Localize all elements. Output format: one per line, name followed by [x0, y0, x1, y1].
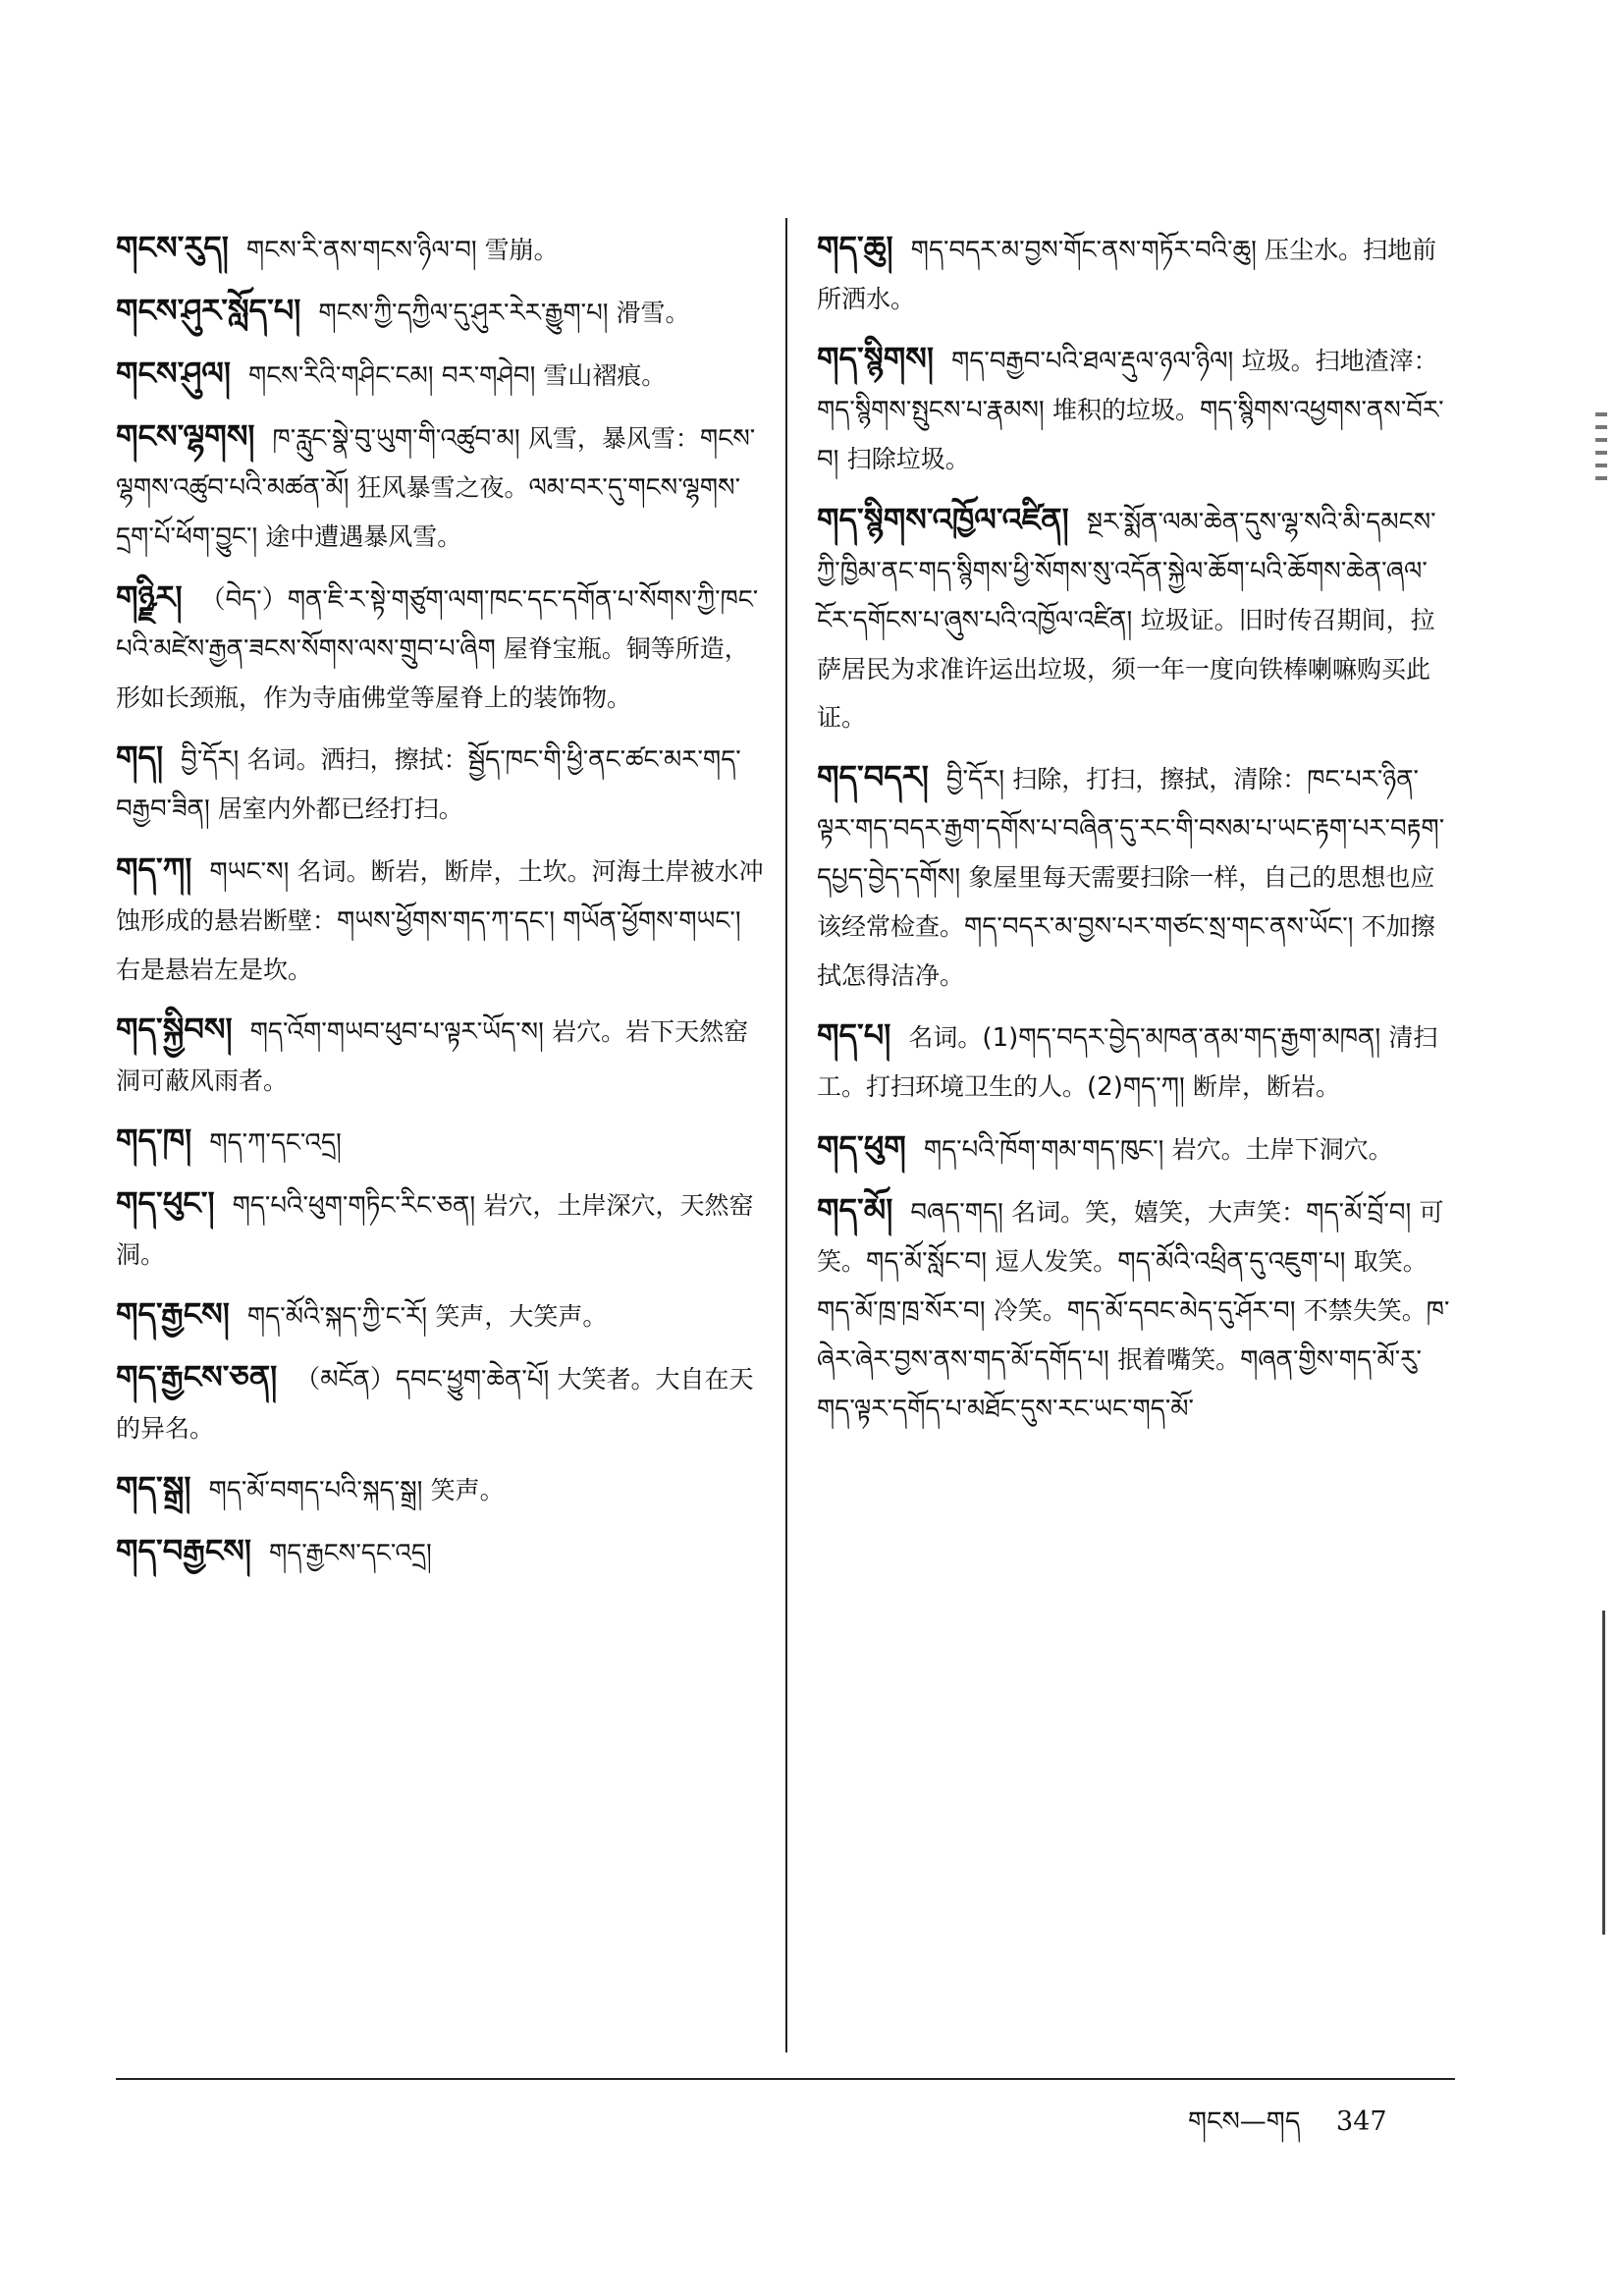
entry-headword: གད་པ།	[817, 1016, 891, 1054]
dictionary-entry	[116, 224, 764, 275]
example-tibetan: (2)གད་ཀ།	[1087, 1072, 1194, 1102]
entry-tibetan-definition: གད་རྒྱངས་དང་འདྲ།	[268, 1539, 432, 1568]
entry-chinese-definition: 笑声，大笑声。	[435, 1302, 608, 1331]
entry-headword: གད་ཕུང་།	[116, 1184, 215, 1222]
entry-chinese-definition: 名词。笑，嬉笑，大声笑：	[1011, 1198, 1307, 1227]
example-tibetan: ཁ་ཞེར་ཞེར་བྱས་ནས་གད་མོ་དགོད་པ།	[817, 1296, 1450, 1375]
entry-chinese-definition: 名词。洒扫，擦拭：	[246, 745, 468, 774]
entry-tibetan-definition: གངས་རིའི་གཤིང་ངམ། བར་གཤེབ།	[248, 361, 536, 391]
entry-tibetan-definition: ཁ་རླུང་སྣེ་བུ་ཡུག་གི་འཚུབ་མ།	[272, 424, 528, 454]
dictionary-entry	[116, 1179, 764, 1279]
entry-headword: གད་བདར།	[817, 758, 929, 795]
dictionary-entry	[817, 1186, 1455, 1434]
entry-tibetan-definition: གད་པའི་ཕུག་གཏིང་རིང་ཅན།	[232, 1191, 484, 1221]
page-footer	[1188, 2092, 1482, 2166]
entry-chinese-definition: 雪崩。	[484, 236, 559, 264]
entry-headword: གད་སྙིགས་འཁྱོལ་འཛིན།	[817, 501, 1069, 538]
example-chinese: 清扫工。打扫环境卫生的人。	[817, 1023, 1438, 1101]
entry-tibetan-definition: （བེད་）གན་ཇི་ར་སྟེ་གཙུག་ལག་ཁང་དང་དགོན་པ་སོགས་ཀྱི་ཁང་པའི་མཛེས་རྒྱན་ཟངས་སོགས་ལས་གྲུབ་པ་ཞིག	[116, 585, 759, 664]
dictionary-entry	[116, 846, 764, 994]
entry-chinese-definition: 岩穴。土岸下洞穴。	[1171, 1135, 1393, 1164]
running-head: གངས—གད	[1188, 2106, 1301, 2137]
entry-chinese-definition: 扫除，打扫，擦拭，清除：	[1012, 765, 1308, 793]
entry-chinese-definition: 岩穴。岩下天然窑洞可蔽风雨者。	[116, 1017, 749, 1095]
right-column	[817, 224, 1455, 1446]
entry-chinese-definition: 垃圾。扫地渣滓：	[1241, 347, 1438, 375]
entry-headword: གངས་རུད།	[116, 229, 229, 266]
example-tibetan: གད་སྙིགས་སྤུངས་པ་རྣམས།	[817, 396, 1052, 425]
entry-chinese-definition: 风雪，暴风雪：	[527, 424, 700, 453]
entry-chinese-definition: 岩穴，土岸深穴，天然窑洞。	[116, 1191, 754, 1269]
dictionary-entry	[817, 224, 1455, 323]
entry-tibetan-definition: བཞད་གད།	[910, 1198, 1012, 1228]
entry-tibetan-definition: བྱི་དོར།	[945, 765, 1013, 794]
dictionary-entry	[116, 350, 764, 401]
dictionary-entry	[116, 1290, 764, 1341]
example-tibetan: གཞན་གྱིས་གད་མོ་རུ་གད་ལྟར་དགོད་པ་མཐོང་དུས་རང་ཡང་གད་མོ་	[817, 1345, 1422, 1424]
example-chinese: 取笑。	[1353, 1247, 1428, 1276]
entry-headword: གད་སྙིགས།	[817, 340, 935, 377]
dictionary-entry	[116, 1006, 764, 1105]
entry-headword: གད་ཕུག	[817, 1128, 906, 1166]
entry-chinese-definition: 屋脊宝瓶。铜等所造，形如长颈瓶，作为寺庙佛堂等屋脊上的装饰物。	[116, 634, 749, 712]
entry-headword: གད་ཀ།	[116, 850, 192, 888]
footer-rule	[116, 2078, 1455, 2080]
dictionary-entry	[116, 1527, 764, 1578]
entry-tibetan-definition: གད་བརྒྱབ་པའི་ཐལ་རྡུལ་ཉལ་ཉིལ།	[951, 347, 1242, 376]
example-chinese: 不加擦拭怎得洁净。	[817, 912, 1435, 990]
entry-chinese-definition: 压尘水。扫地前所洒水。	[817, 236, 1437, 313]
example-tibetan: གད་མོ་ཁྲ་ཁྲ་སོར་བ།	[817, 1296, 994, 1326]
example-chinese: 不禁失笑。	[1303, 1296, 1427, 1325]
entry-tibetan-definition: གངས་རི་ནས་གངས་ཉིལ་བ།	[245, 236, 477, 265]
dictionary-entry	[116, 287, 764, 338]
dictionary-entry	[817, 496, 1455, 741]
entry-tibetan-definition: གད་ཀ་དང་འདྲ།	[209, 1128, 342, 1158]
entry-chinese-definition: 滑雪。	[616, 299, 690, 327]
entry-headword: གད།	[116, 738, 164, 776]
entry-headword: གཉྫིར།	[116, 578, 183, 616]
entry-chinese-definition: 笑声。	[430, 1476, 505, 1504]
example-tibetan: (1)གད་བདར་བྱེད་མཁན་ནམ་གད་རྒྱག་མཁན།	[982, 1023, 1389, 1053]
example-tibetan: གད་མོའི་འཕྲིན་དུ་འཇུག་པ།	[1117, 1247, 1354, 1277]
entry-chinese-definition: 名词。	[908, 1023, 983, 1052]
entry-tibetan-definition: གངས་ཀྱི་དཀྱིལ་དུ་ཤུར་རེར་རྒྱུག་པ།	[318, 299, 609, 328]
example-tibetan: གད་མོ་བྲོ་བ།	[1306, 1198, 1420, 1228]
entry-tibetan-definition: བྱི་དོར།	[181, 745, 247, 775]
dictionary-entry	[116, 1117, 764, 1168]
entry-headword: གད་སྒྲ།	[116, 1469, 191, 1506]
entry-headword: གད་རྒྱངས།	[116, 1295, 230, 1333]
entry-headword: གངས་ལྷགས།	[116, 417, 255, 455]
left-column	[116, 224, 764, 1590]
page-edge-line	[1602, 1611, 1605, 1935]
entry-headword: གད་སྐྱིབས།	[116, 1011, 233, 1048]
entry-tibetan-definition: གཡང་ས།	[209, 857, 297, 887]
example-tibetan: སྦྱོད་ཁང་གི་ཕྱི་ནང་ཚང་མར་གད་བརྒྱབ་ཟིན།	[116, 745, 741, 824]
dictionary-entry	[116, 734, 764, 834]
example-chinese: 逗人发笑。	[995, 1247, 1118, 1276]
example-chinese: 狂风暴雪之夜。	[356, 473, 529, 502]
dictionary-entry	[817, 753, 1455, 1000]
example-tibetan: ཁང་པར་ཉིན་ལྟར་གད་བདར་རྒྱག་དགོས་པ་བཞིན་དུ་རང་གི་བསམ་པ་ཡང་རྟག་པར་བརྟག་དཔྱད་བྱེད་དགོས།	[817, 765, 1445, 893]
example-chinese: 可笑。	[817, 1198, 1444, 1276]
entry-tibetan-definition: གད་མོ་བགད་པའི་སྐད་སྒྲ།	[208, 1476, 431, 1505]
entry-headword: གངས་ཤུལ།	[116, 355, 231, 392]
example-tibetan: གད་མོ་དབང་མེད་དུ་ཤོར་བ།	[1066, 1296, 1304, 1326]
entry-headword: གད་རྒྱངས་ཅན།	[116, 1358, 278, 1395]
dictionary-entry	[116, 412, 764, 562]
example-chinese: 右是悬岩左是坎。	[116, 956, 313, 984]
entry-headword: གངས་ཤུར་སློད་པ།	[116, 292, 301, 329]
dictionary-entry	[116, 1353, 764, 1452]
example-tibetan: ལམ་བར་དུ་གངས་ལྷགས་དྲག་པོ་ཕོག་བྱུང་།	[116, 473, 741, 552]
dictionary-entry	[116, 1464, 764, 1515]
example-chinese: 堆积的垃圾。	[1051, 396, 1200, 424]
example-tibetan: གད་སྙིགས་འཕྱགས་ནས་བོར་བ།	[817, 396, 1444, 474]
example-tibetan: གད་བདར་མ་བྱས་པར་གཙང་སྲ་གང་ནས་ཡོང་།	[964, 912, 1362, 942]
dictionary-entry	[817, 335, 1455, 484]
entry-tibetan-definition: （མངོན）དབང་ཕྱུག་ཆེན་པོ།	[295, 1365, 558, 1394]
page-number: 347	[1336, 2106, 1387, 2137]
example-tibetan: གད་མོ་སློང་བ།	[866, 1247, 996, 1277]
example-tibetan: གཡས་ཕྱོགས་གད་ཀ་དང་། གཡོན་ཕྱོགས་གཡང་།	[337, 906, 741, 936]
example-chinese: 居室内外都已经打扫。	[217, 794, 463, 823]
example-chinese: 途中遭遇暴风雪。	[265, 522, 462, 551]
entry-headword: གད་མོ།	[817, 1191, 893, 1229]
dictionary-entry	[116, 574, 764, 722]
column-divider	[785, 218, 787, 2052]
entry-chinese-definition: 雪山褶痕。	[543, 361, 667, 390]
entry-headword: གད་བརྒྱངས།	[116, 1532, 251, 1569]
entry-headword: གད་ཁ།	[116, 1121, 192, 1159]
entry-chinese-definition: 名词。断岩，断岸，土坎。河海土岸被水冲蚀形成的悬岩断壁：	[116, 857, 764, 935]
entry-tibetan-definition: གད་འོག་གཡབ་ཕུབ་པ་ལྟར་ཡོད་ས།	[249, 1017, 553, 1047]
dictionary-entry	[817, 1123, 1455, 1175]
example-chinese: 抿着嘴笑。	[1117, 1345, 1241, 1374]
example-tibetan: གངས་ལྷགས་འཚུབ་པའི་མཚན་མོ།	[116, 424, 756, 503]
entry-tibetan-definition: གད་མོའི་སྐད་ཀྱི་ང་རོ།	[246, 1302, 436, 1332]
entry-tibetan-definition: གད་པའི་ཁོག་གམ་གད་ཁུང་།	[923, 1135, 1172, 1165]
example-chinese: 断岸，断岩。	[1193, 1072, 1341, 1101]
entry-tibetan-definition: གད་བདར་མ་བྱས་གོང་ནས་གཏོར་བའི་ཆུ།	[910, 236, 1266, 265]
entry-chinese-definition: 大笑者。大自在天的异名。	[116, 1365, 754, 1443]
example-chinese: 象屋里每天需要扫除一样，自己的思想也应该经常检查。	[817, 863, 1435, 941]
margin-scan-marks	[1595, 412, 1607, 530]
example-chinese: 冷笑。	[993, 1296, 1067, 1325]
dictionary-entry	[817, 1011, 1455, 1112]
entry-headword: གད་ཆུ།	[817, 229, 893, 266]
entry-tibetan-definition: སྔར་སྨོན་ལམ་ཆེན་དུས་ལྷ་སའི་མི་དམངས་ཀྱི་ཁྱིམ་ནང་གད་སྙིགས་ཕྱི་སོགས་སུ་འདོན་སྐྱེལ་ཆོག་པའི་ཆོགས་ཆེན་ཞལ་ངོར་དགོངས་པ་ཞུས་པའི་འཁྱོལ་འཛིན།	[817, 508, 1436, 635]
example-chinese: 扫除垃圾。	[846, 445, 970, 473]
entry-chinese-definition: 垃圾证。旧时传召期间，拉萨居民为求准许运出垃圾，须一年一度向铁棒喇嘛购买此证。	[817, 606, 1435, 732]
